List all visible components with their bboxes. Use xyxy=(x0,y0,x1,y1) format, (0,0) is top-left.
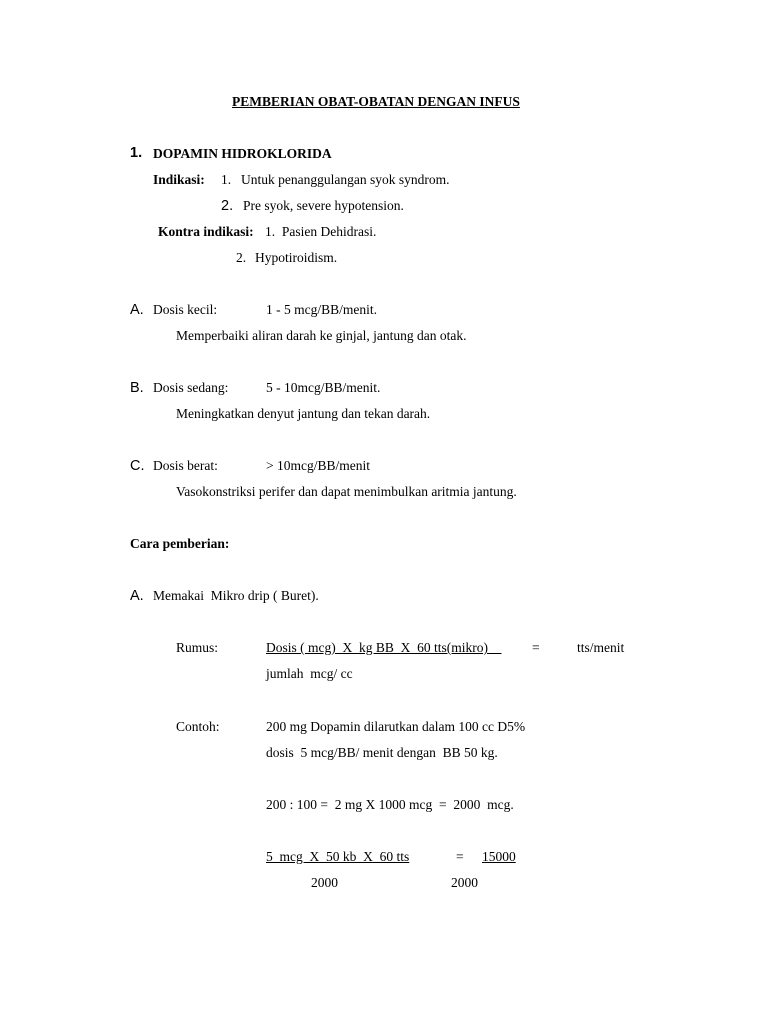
dose-label: Dosis kecil: xyxy=(153,302,218,317)
contoh-line-2: dosis 5 mcg/BB/ menit dengan BB 50 kg. xyxy=(266,745,498,760)
dose-description: Vasokonstriksi perifer dan dapat menimbulkan aritmia jantung. xyxy=(176,484,517,499)
indikasi-2-text: Pre syok, severe hypotension. xyxy=(243,198,404,213)
calculation-result-numerator: 15000 xyxy=(482,849,516,864)
calculation-equals: = xyxy=(456,849,464,864)
rumus-label: Rumus: xyxy=(176,640,219,655)
section-number: 1. xyxy=(130,145,143,161)
contoh-line-1: 200 mg Dopamin dilarutkan dalam 100 cc D5% xyxy=(266,719,526,734)
cara-a-text: Memakai Mikro drip ( Buret). xyxy=(153,588,319,603)
rumus-denominator: jumlah mcg/ cc xyxy=(266,666,353,681)
contoh-label: Contoh: xyxy=(176,719,220,734)
kontra-2-text: Hypotiroidism. xyxy=(255,250,338,265)
dose-letter: B. xyxy=(130,380,144,396)
dose-letter: A. xyxy=(130,302,144,318)
dose-description: Memperbaiki aliran darah ke ginjal, jantung dan otak. xyxy=(176,328,467,343)
dose-description: Meningkatkan denyut jantung dan tekan darah. xyxy=(176,406,431,421)
calculation-numerator: 5 mcg X 50 kb X 60 tts xyxy=(266,849,410,864)
cara-heading: Cara pemberian: xyxy=(130,536,230,551)
section-heading: DOPAMIN HIDROKLORIDA xyxy=(153,146,332,161)
kontra-2-number: 2. xyxy=(236,250,247,265)
dose-value: 1 - 5 mcg/BB/menit. xyxy=(266,302,377,317)
calculation-denominator: 2000 xyxy=(311,875,338,890)
rumus-equals: = xyxy=(532,640,540,655)
dose-value: 5 - 10mcg/BB/menit. xyxy=(266,380,381,395)
cara-a-letter: A. xyxy=(130,588,144,604)
dose-label: Dosis berat: xyxy=(153,458,218,473)
page-title: PEMBERIAN OBAT-OBATAN DENGAN INFUS xyxy=(232,94,520,109)
calculation-result-denominator: 2000 xyxy=(451,875,478,890)
indikasi-1-number: 1. xyxy=(221,172,232,187)
indikasi-2-number: 2. xyxy=(221,198,234,214)
dose-letter: C. xyxy=(130,458,145,474)
kontra-label: Kontra indikasi: xyxy=(158,224,254,239)
indikasi-1-text: Untuk penanggulangan syok syndrom. xyxy=(241,172,450,187)
kontra-1-text: 1. Pasien Dehidrasi. xyxy=(265,224,377,239)
indikasi-label: Indikasi: xyxy=(153,172,205,187)
rumus-numerator: Dosis ( mcg) X kg BB X 60 tts(mikro) xyxy=(266,640,502,655)
calculation-line-1: 200 : 100 = 2 mg X 1000 mcg = 2000 mcg. xyxy=(266,797,514,812)
rumus-result: tts/menit xyxy=(577,640,625,655)
dose-value: > 10mcg/BB/menit xyxy=(266,458,370,473)
dose-label: Dosis sedang: xyxy=(153,380,229,395)
